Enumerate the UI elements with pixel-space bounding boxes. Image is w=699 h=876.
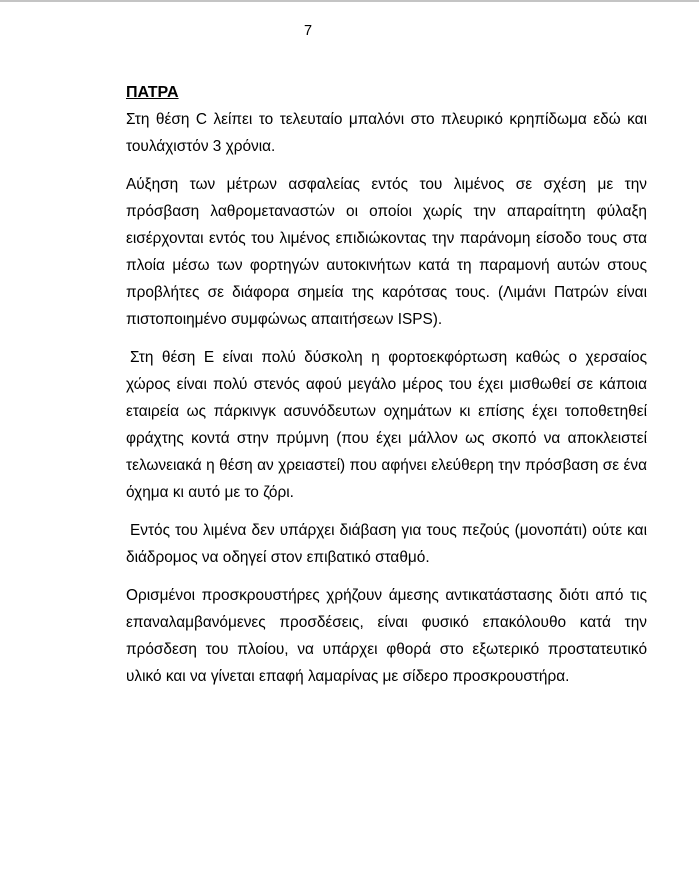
page-number: 7 xyxy=(303,23,313,39)
page-top-border xyxy=(0,0,699,2)
paragraph-pedestrian-crossing: Εντός του λιμένα δεν υπάρχει διάβαση για τους πεζούς (μονοπάτι) ούτε και διάδρομος να οδηγεί στον επιβατικό σταθμό. xyxy=(126,522,647,566)
paragraph-security-measures: Αύξηση των μέτρων ασφαλείας εντός του λιμένος σε σχέση με την πρόσβαση λαθρομεταναστών οι οποίοι χωρίς την απαραίτητη φύλαξη εισέρχονται εντός του λιμένος επιδιώκοντας την παράνομη είσοδο τους στα πλοία μέσω των φορτηγών αυτοκινήτων κατά τη παραμονή αυτών στους προβλήτες σε διάφορα σημεία της καρότσας τους. (Λιμάνι Πατρών είναι πιστοποιημένο συμφώνως απαιτήσεων ISPS). xyxy=(126,176,647,328)
paragraph-fenders: Ορισμένοι προσκρουστήρες χρήζουν άμεσης αντικατάστασης διότι από τις επαναλαμβανόμενες προσδέσεις, είναι φυσικό επακόλουθο κατά την πρόσδεση του πλοίου, να υπάρχει φθορά στο εξωτερικό προστατευτικό υλικό και να γίνεται επαφή λαμαρίνας με σίδερο προσκρουστήρα. xyxy=(126,587,647,685)
document-body xyxy=(126,82,647,701)
paragraph-position-e: Στη θέση Ε είναι πολύ δύσκολη η φορτοεκφόρτωση καθώς ο χερσαίος χώρος είναι πολύ στενός αφού μεγάλο μέρος του έχει μισθωθεί σε κάποια εταιρεία ως πάρκινγκ ασυνόδευτων οχημάτων κι επίσης έχει τοποθετηθεί φράχτης κοντά στην πρύμνη (που έχει μάλλον ως σκοπό να αποκλειστεί τελωνειακά η θέση αν χρειαστεί) που αφήνει ελεύθερη την πρόσβαση σε ένα όχημα κι αυτό με το ζόρι. xyxy=(126,349,647,501)
section-heading: ΠΑΤΡΑ xyxy=(126,84,179,101)
paragraph-position-c: Στη θέση C λείπει το τελευταίο μπαλόνι στο πλευρικό κρηπίδωμα εδώ και τουλάχιστόν 3 χρόνια. xyxy=(126,111,647,155)
